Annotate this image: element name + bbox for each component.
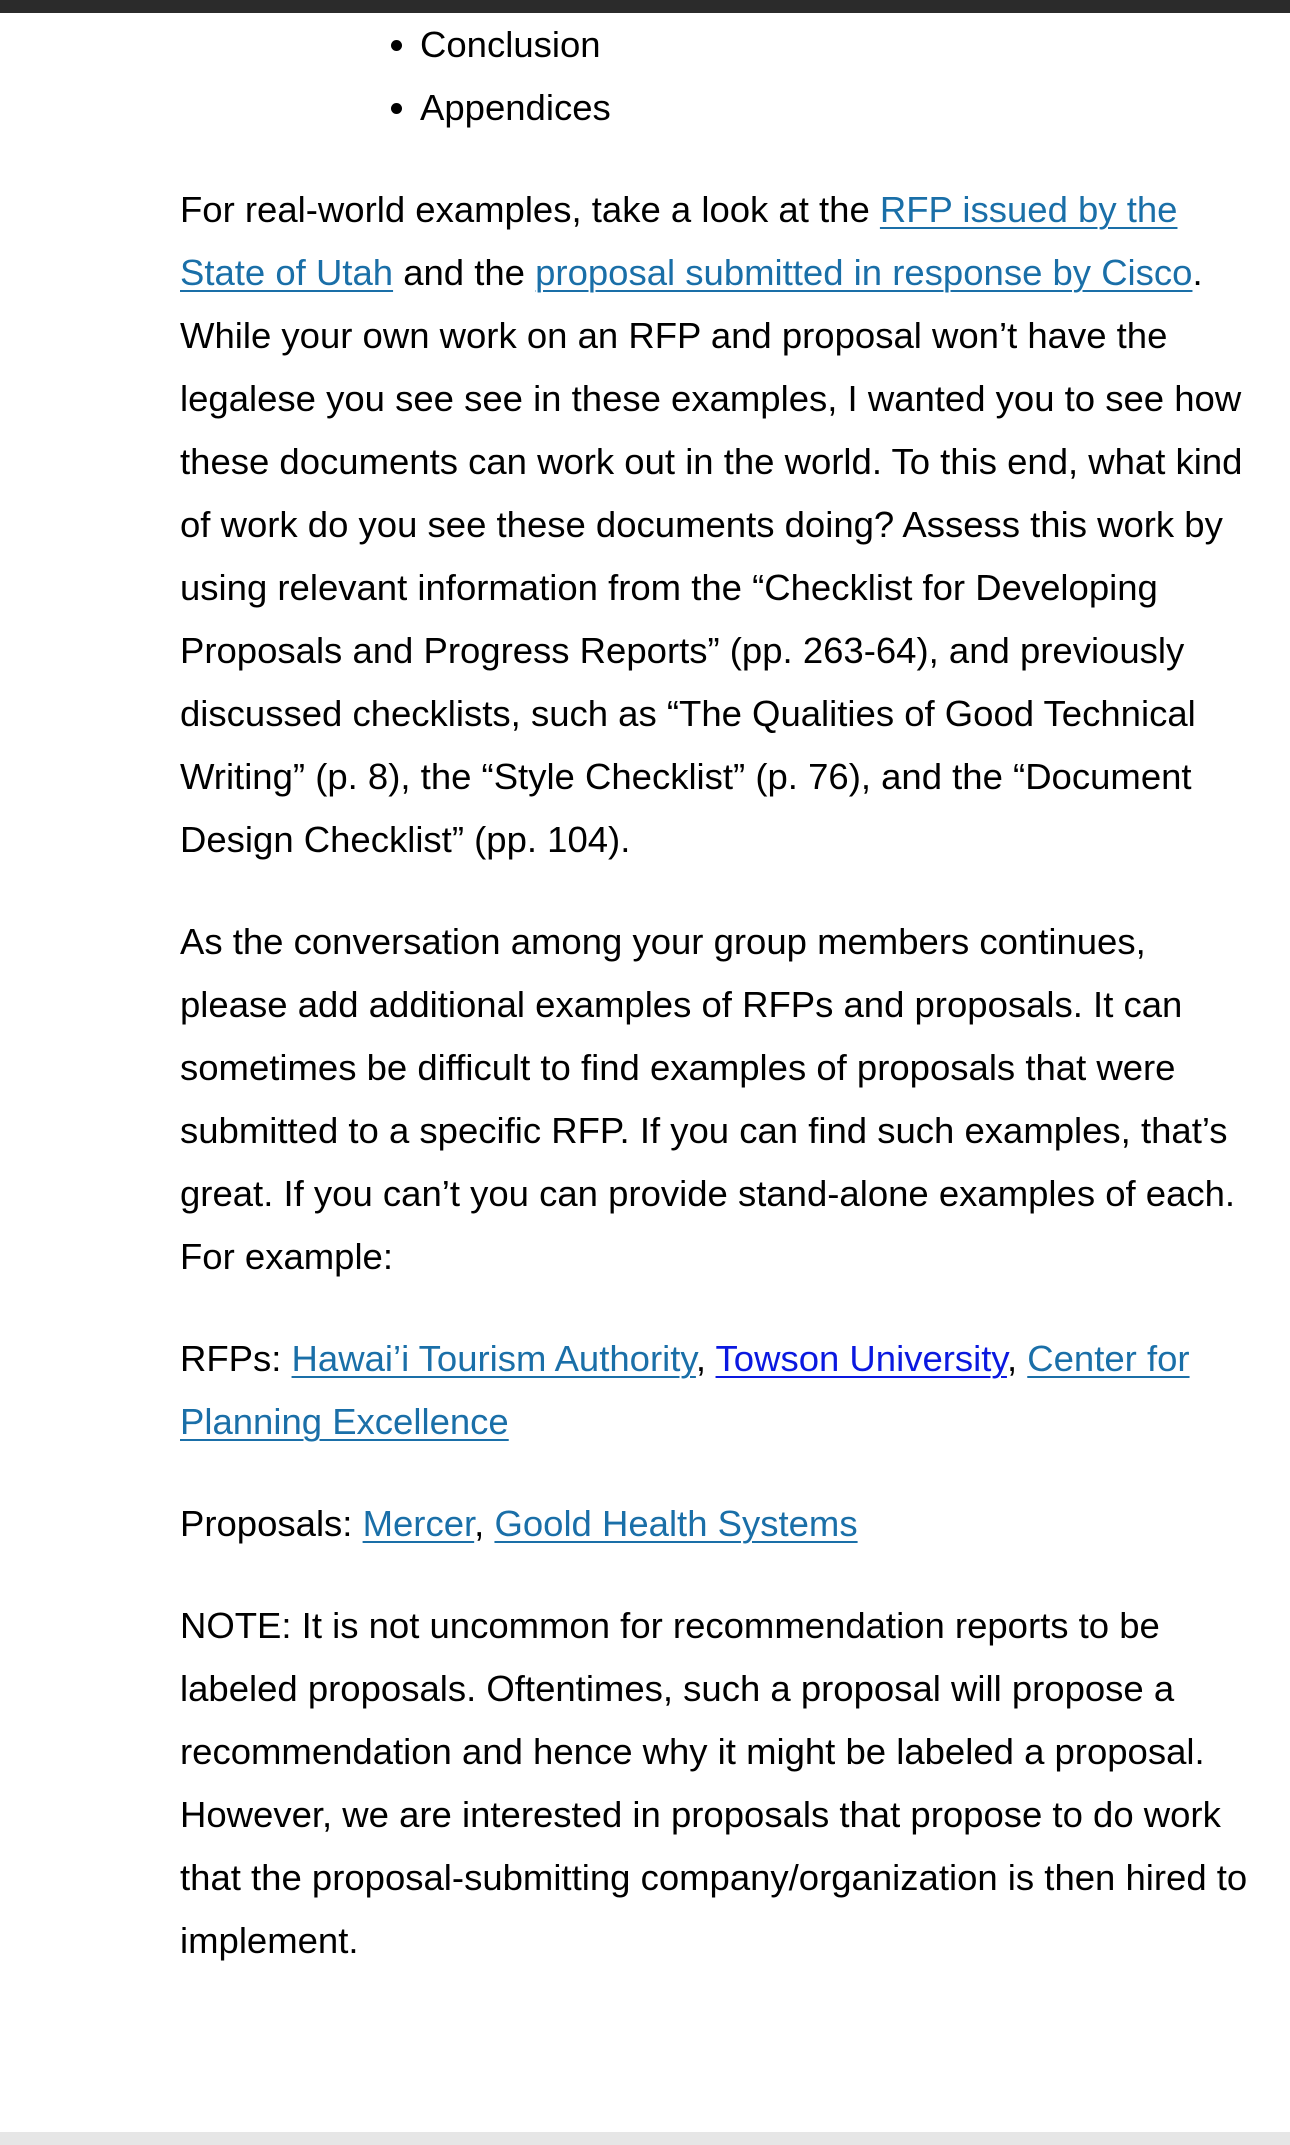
towson-university-link[interactable]: Towson University [715,1338,1007,1379]
separator: , [695,1338,716,1379]
examples-connector-text: and the [393,252,536,293]
article-content [180,13,1260,1972]
cisco-proposal-link[interactable]: proposal submitted in response by Cisco [535,252,1193,293]
examples-body-text: . While your own work on an RFP and proposal won’t have the legalese you see see in these examples, I wanted you to see how these documents can work out in the world. To this end, what kind of work do you see these documents doing? Assess this work by using relevant information from the “Checklist for Developing Proposals and Progress Reports” (pp. 263-64), and previously discussed checklists, such as “The Qualities of Good Technical Writing” (p. 8), the “Style Checklist” (p. 76), and the “Document Design Checklist” (pp. 104). [180,252,1243,860]
additional-examples-paragraph: As the conversation among your group members continues, please add additional examples of RFPs and proposals. It can sometimes be difficult to find examples of proposals that were submitted to a specific RFP. If you can find such examples, that’s great. If you can’t you can provide stand-alone examples of each. For example: [180,921,1236,1277]
note-paragraph: NOTE: It is not uncommon for recommendation reports to be labeled proposals. Oftentimes, such a proposal will propose a recommendation and hence why it might be labeled a proposal. However, we are interested in proposals that propose to do work that the proposal-submitting company/organization is then hired to implement. [180,1605,1248,1961]
rfps-label: RFPs: [180,1338,292,1379]
top-status-bar [0,0,1290,13]
hawaii-tourism-link[interactable]: Hawai’i Tourism Authority [291,1338,696,1379]
outline-list [180,13,1260,139]
separator: , [1006,1338,1028,1379]
examples-intro-text: For real-world examples, take a look at the [180,189,880,230]
list-item: • Appendices [420,76,1260,139]
rfp-examples-line [180,1327,1260,1453]
bottom-bar [0,2132,1290,2145]
goold-health-systems-link[interactable]: Goold Health Systems [494,1503,858,1544]
examples-paragraph [180,178,1260,871]
separator: , [474,1503,495,1544]
mercer-link[interactable]: Mercer [362,1503,475,1544]
center-for-planning-excellence-link[interactable]: Center for Planning Excellence [180,1338,1190,1442]
proposals-label: Proposals: [180,1503,363,1544]
utah-rfp-link[interactable]: RFP issued by the State of Utah [180,189,1178,293]
proposal-examples-line [180,1492,1260,1555]
list-item: • Conclusion [420,13,1260,76]
